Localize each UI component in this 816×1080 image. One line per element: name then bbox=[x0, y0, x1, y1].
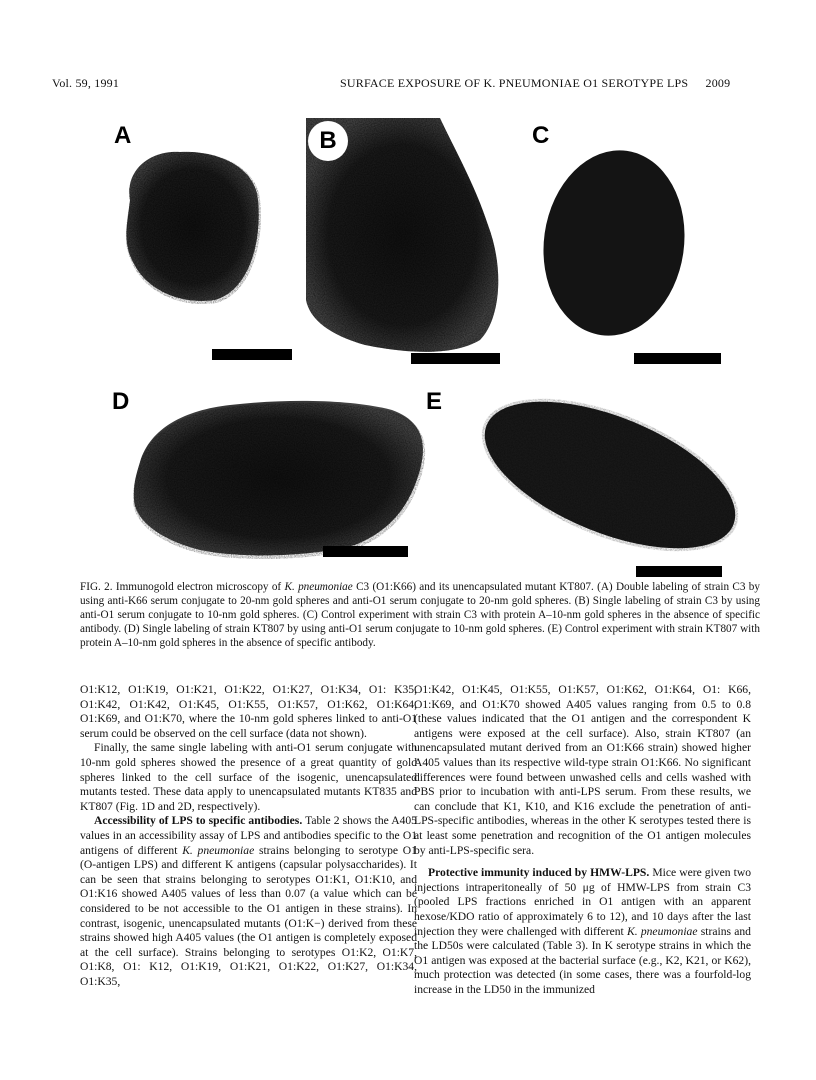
panel-e-micrograph bbox=[461, 367, 759, 580]
right-paragraph-1: O1:K42, O1:K45, O1:K55, O1:K57, O1:K62, O1:K64, O1: K66, O1:K69, and O1:K70 showed A405 values ranging from 0.5 to 0.8 (these values indicated that the O1 antigen and the correspondent K antigens were exposed at the cell surface). Also, strain KT807 (an unencapsulated mutant derived from an O1:K66 strain) showed higher A405 values than its respective wild-type strain O1:K66. No significant differences were found between unwashed cells and cells washed with PBS prior to incubation with anti-LPS serum. From these results, we can conclude that K1, K10, and K16 exclude the penetration of anti-LPS-specific antibodies, whereas in the other K serotypes tested there is at least some penetration and recognition of the O1 antigen molecules by anti-LPS-specific sera. bbox=[414, 683, 751, 857]
scale-bar-d bbox=[323, 546, 408, 557]
left-paragraph-1: O1:K12, O1:K19, O1:K21, O1:K22, O1:K27, O1:K34, O1: K35, O1:K42, O1:K42, O1:K45, O1:K55, O1:K57, O1:K62, O1:K64, O1:K69, and O1:K70, where the 10-nm gold spheres linked to anti-O1 serum could be observed on the cell surface (data not shown). bbox=[80, 683, 417, 740]
panel-label-a: A bbox=[114, 122, 132, 149]
left-column bbox=[80, 683, 417, 989]
page-number: 2009 bbox=[705, 76, 731, 90]
right-column bbox=[414, 683, 751, 997]
figure-caption bbox=[80, 580, 760, 650]
panel-label-b: B bbox=[308, 121, 348, 161]
scale-bar-c bbox=[634, 353, 721, 364]
right-p2-part-a: Mice were given two injections intraperitoneally of 50 μg of HMW-LPS from strain C3 (pooled LPS fractions enriched in O1 antigen with an apparent hexose/KDO ratio of approximately 6 to 12), and 10 days after the last injection they were challenged with different bbox=[414, 866, 751, 938]
panel-label-c: C bbox=[532, 122, 550, 149]
section-heading-protective-immunity: Protective immunity induced by HMW-LPS. bbox=[428, 866, 650, 880]
left-paragraph-3 bbox=[80, 814, 417, 989]
panel-d-micrograph bbox=[133, 401, 425, 559]
panel-c-micrograph bbox=[532, 141, 697, 345]
caption-prefix: FIG. 2. Immunogold electron microscopy of bbox=[80, 581, 285, 593]
right-paragraph-2 bbox=[414, 866, 751, 997]
panel-a-micrograph bbox=[126, 152, 261, 304]
scale-bar-a bbox=[212, 349, 292, 360]
scale-bar-b bbox=[411, 353, 500, 364]
left-p3-species: K. pneumoniae bbox=[182, 843, 255, 857]
caption-species: K. pneumoniae bbox=[284, 581, 353, 593]
volume-label: Vol. 59, 1991 bbox=[52, 76, 120, 90]
scale-bar-e bbox=[636, 566, 722, 577]
panel-label-d: D bbox=[112, 388, 130, 415]
left-paragraph-2: Finally, the same single labeling with anti-O1 serum conjugate with 10-nm gold spheres showed the presence of a great quantity of gold spheres linked to the cell surface of the isogenic, unencapsulated mutants tested. These data apply to unencapsulated mutants KT835 and KT807 (Fig. 1D and 2D, respectively). bbox=[80, 741, 417, 813]
right-p2-part-b: strains and the LD50s were calculated (Table 3). In K serotype strains in which the O1 antigen was exposed at the bacterial surface (e.g., K2, K21, or K62), much protection was detected (in some cases, there was a fourfold-log increase in the LD50 in the immunized bbox=[414, 924, 751, 996]
running-title: SURFACE EXPOSURE OF K. PNEUMONIAE O1 SEROTYPE LPS bbox=[340, 76, 689, 90]
panel-label-e: E bbox=[426, 388, 443, 415]
left-p3-part-a: Table 2 shows the A405 values in an accessibility assay of LPS and antibodies specific to the O1 antigens of different bbox=[80, 814, 417, 857]
right-p2-species: K. pneumoniae bbox=[626, 924, 698, 938]
caption-text: C3 (O1:K66) and its unencapsulated mutant KT807. (A) Double labeling of strain C3 by using anti-K66 serum conjugate to 20-nm gold spheres and anti-O1 serum conjugate to 20-nm gold spheres. (B) Single labeling of strain C3 by using anti-O1 serum conjugate to 10-nm gold spheres. (C) Control experiment with strain C3 with protein A–10-nm gold spheres in the absence of specific antibody. (D) Single labeling of strain KT807 by using anti-O1 serum conjugate to 10-nm gold spheres. (E) Control experiment with strain KT807 with protein A–10-nm gold spheres in the absence of specific antibody. bbox=[80, 581, 760, 649]
left-p3-part-b: strains belonging to serotype O1 (O-antigen LPS) and different K antigens (capsular polysaccharides). It can be seen that strains belonging to serotypes O1:K1, O1:K10, and O1:K16 showed A405 values of less than 0.07 (a value which can be considered to be not accessible to the O1 antigen in these strains). In contrast, isogenic, unencapsulated mutants (O1:K−) derived from these strains showed high A405 values (the O1 antigen is completely exposed at the cell surface). Strains belonging to serotypes O1:K2, O1:K7, O1:K8, O1: K12, O1:K19, O1:K21, O1:K22, O1:K27, O1:K34, O1:K35, bbox=[80, 843, 417, 988]
section-heading-accessibility: Accessibility of LPS to specific antibodies. bbox=[94, 814, 303, 828]
